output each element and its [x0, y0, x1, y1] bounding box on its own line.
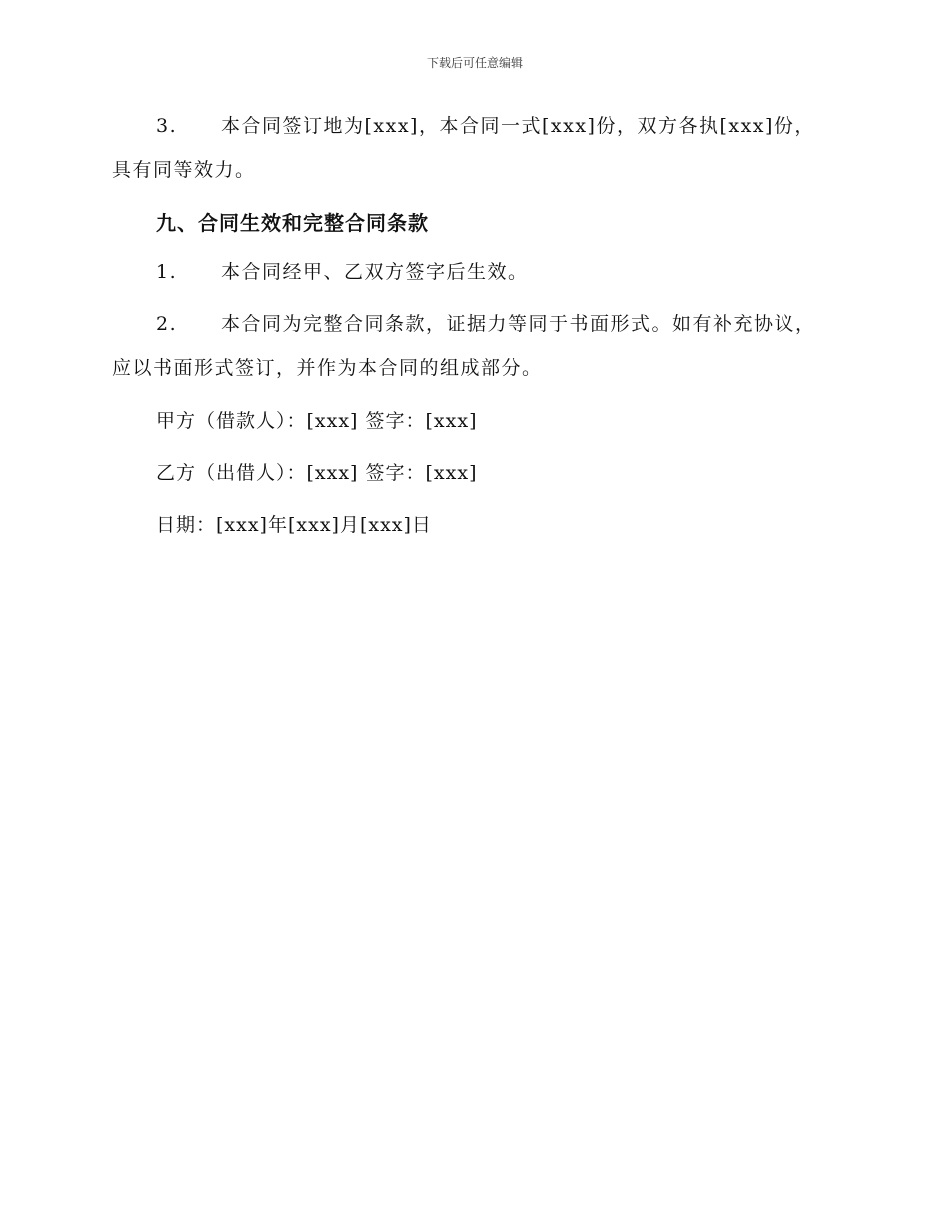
- clause-text: 本合同为完整合同条款，证据力等同于书面形式。如有补充协议，应以书面形式签订，并作为本合同的组成部分。: [112, 313, 816, 379]
- clause-9-1: [112, 250, 832, 294]
- clause-number: 1.: [156, 261, 178, 283]
- party-a-signature-line: 甲方（借款人）：[xxx] 签字：[xxx]: [156, 410, 478, 432]
- clause-number: 3.: [156, 115, 178, 137]
- party-b-signature-line: 乙方（出借人）：[xxx] 签字：[xxx]: [156, 462, 478, 484]
- clause-9-2: [112, 302, 832, 390]
- date-line: 日期：[xxx]年[xxx]月[xxx]日: [156, 514, 432, 536]
- clause-text: 本合同签订地为[xxx]，本合同一式[xxx]份，双方各执[xxx]份，具有同等效力。: [112, 115, 815, 181]
- clause-8-3: [112, 104, 832, 192]
- page-header: 下载后可任意编辑: [426, 56, 523, 70]
- clause-number: 2.: [156, 313, 178, 335]
- section-heading: 九、合同生效和完整合同条款: [156, 211, 429, 235]
- clause-text: 本合同经甲、乙双方签字后生效。: [221, 261, 529, 283]
